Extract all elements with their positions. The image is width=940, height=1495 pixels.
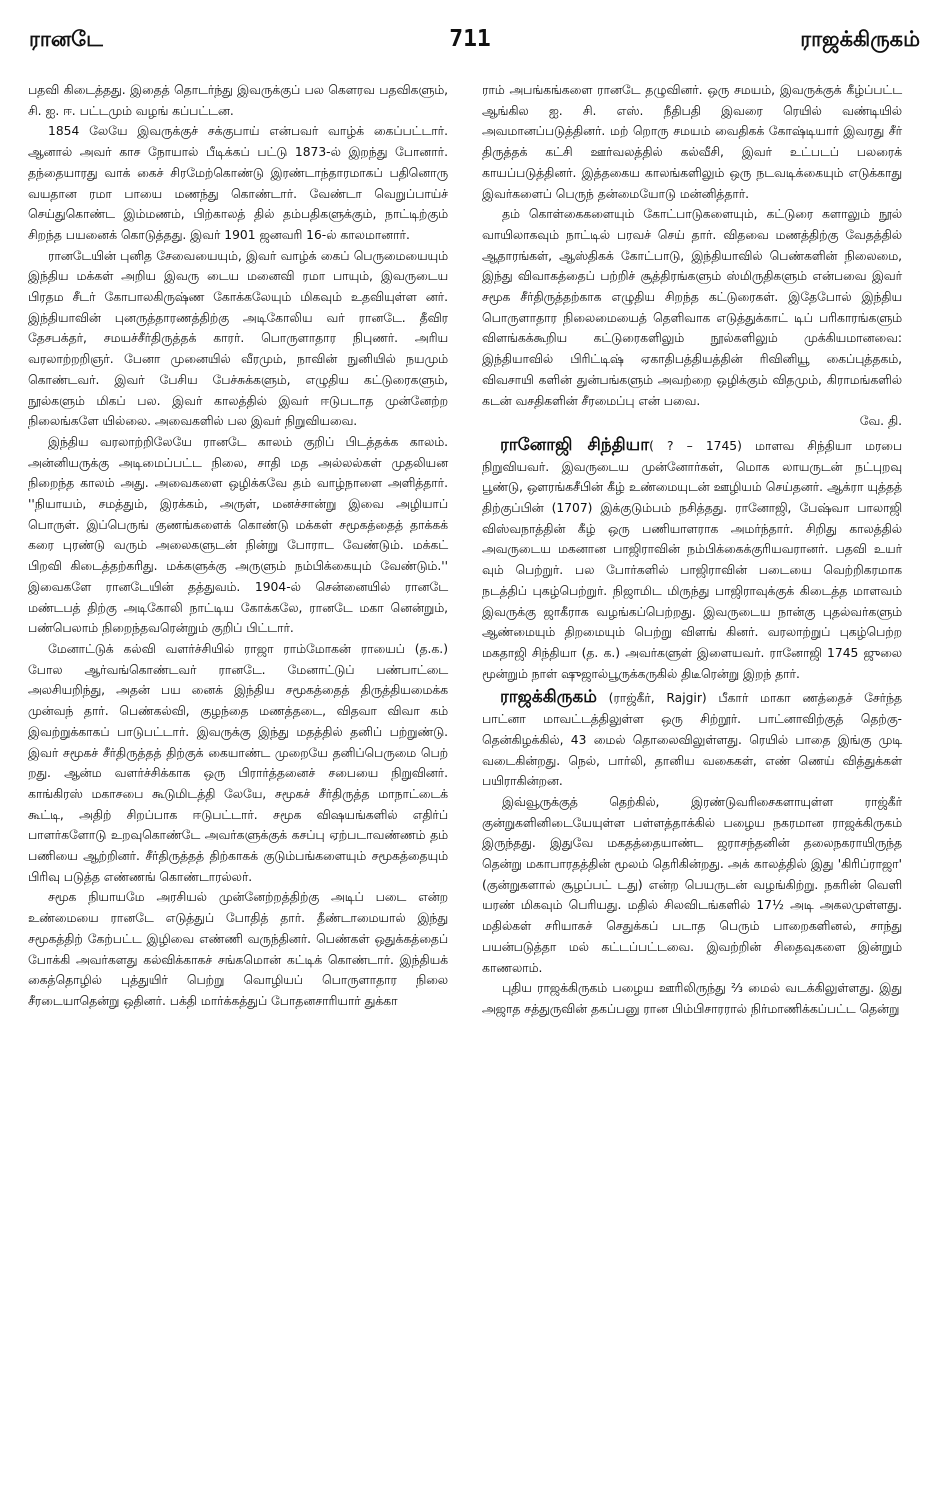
entry-headword: ராஜக்கிருகம் xyxy=(500,687,597,708)
paragraph: தம் கொள்கைகளையும் கோட்பாடுகளையும், கட்டுரை களாலும் நூல் வாயிலாகவும் நாட்டில் பரவச் செய் தார். விதவை மணத்திற்கு வேதத்தில் ஆதாரங்கள், ஆஸ்திகக் கோட்பாடு, இந்தியாவில் பெண்களின் நிலைமை, இந்து விவாகத்தைப் பற்றிச் சூத்திரங்களும் ஸ்மிருதிகளும் என்பவை இவர் சமூக சீர்திருத்தற்காக எழுதிய சிறந்த கட்டுரைகள். இதேபோல் இந்திய பொருளாதார நிலைமையைத் தெளிவாக எடுத்துக்காட் டிப் பரிகாரங்களும் விளங்கக்கூறிய கட்டுரைகளிலும் நூல்களிலும் முக்கியமானவை: இந்தியாவில் பிரிட்டிஷ் ஏகாதிபத்தியத்தின் ரிவினியூ கைப்புத்தகம், விவசாயி களின் துன்பங்களும் அவற்றை ஒழிக்கும் விதமும், கிராமங்களில் கடன் வசதிகளின் சீரமைப்பு என் பவை. xyxy=(482,207,902,408)
entry-headword: ரானோஜி சிந்தியா xyxy=(500,434,650,455)
entry-meta: ( ? – 1745) xyxy=(649,438,742,453)
entry-text: பீகார் மாகா ணத்தைச் சேர்ந்த பாட்னா மாவட்டத்திலுள்ள ஒரு சிற்றூர். பாட்னாவிற்குத் தெற்கு-தென்கிழக்கில், 43 மைல் தொலைவிலுள்ளது. ரெயில் பாதை இங்கு முடி வடைகின்றது. நெல், பார்லி, தானிய வகைகள், எண் ணெய் வித்துக்கள் பயிராகின்றன. xyxy=(482,691,902,789)
running-head-left: ரானடே xyxy=(29,27,103,51)
paragraph: ராம் அபங்கங்களை ரானடே தழுவினர். ஒரு சமயம், இவருக்குக் கீழ்ப்பட்ட ஆங்கில ஐ. சி. எஸ். நீதிபதி இவரை ரெயில் வண்டியில் அவமானப்படுத்தினர். மற் றொரு சமயம் வைதிகக் கோஷ்டியார் இவரது சீர் திருத்தக் கட்சி ஊர்வலத்தில் கல்வீசி, இவர் உட்படப் பலரைக் காயப்படுத்தினர். இத்தகைய காலங்களிலும் ஒரு நடவடிக்கையும் எடுக்காது இவர்களைப் பெருந் தன்மையோடு மன்னித்தார். xyxy=(482,83,902,201)
paragraph: மேனாட்டுக் கல்வி வளர்ச்சியில் ராஜா ராம்மோகன் ராயைப் (த.க.) போல ஆர்வங்கொண்டவர் ரானடே. மேனாட்டுப் பண்பாட்டை அலசியறிந்து, அதன் பய னைக் இந்திய சமூகத்தைத் திருத்தியமைக்க முன்வந் தார். பெண்கல்வி, குழந்தை மணத்தடை, விதவா விவா கம் இவற்றுக்காகப் பாடுபட்டார். இவருக்கு இந்து மதத்தில் தனிப் பற்றுண்டு. இவர் சமூகச் சீர்திருத்தத் திற்குக் கையாண்ட முறையே தனிப்பெருமை பெற் றது. ஆன்ம வளர்ச்சிக்காக ஒரு பிரார்த்தனைச் சபையை நிறுவினர். காங்கிரஸ் மகாசபை கூடுமிடத்தி லேயே, சமூகச் சீர்திருத்த மாநாட்டைக் கூட்டி, அதிற் சிறப்பாக ஈடுபட்டார். சமூக விஷயங்களில் எதிர்ப் பாளர்களோடு உறவுகொண்டே அவர்களுக்குக் கசப்பு ஏற்படாவண்ணம் தம் பணியை ஆற்றினர். சீர்திருத்தத் திற்காகக் குடும்பங்களையும் சமூகத்தையும் பிரிவு படுத்த எண்ணங் கொண்டாரல்லர். xyxy=(28,641,448,884)
right-column xyxy=(482,80,902,1020)
author-signature: வே. தி. xyxy=(859,414,902,429)
entry-rajgir xyxy=(482,687,902,792)
left-column xyxy=(28,80,448,1012)
entry-text: மாளவ சிந்தியா மரபை நிறுவியவர். இவருடைய முன்னோர்கள், மொக லாயருடன் நட்புறவு பூண்டு, ஔரங்கசீபின் கீழ் உண்மையுடன் ஊழியம் செய்தனர். ஆக்ரா யுத்தத் திற்குப்பின் (1707) இக்குடும்பம் நசித்தது. ரானோஜி, பேஷ்வா பாலாஜி விஸ்வநாத்தின் கீழ் ஒரு பணியாளராக அமர்ந்தார். சிறிது காலத்தில் அவருடைய மகனான பாஜிராவின் நம்பிக்கைக்குரியவரானர். பதவி உயர் வும் பெற்றுர். பல போர்களில் பாஜிராவின் படையை வெற்றிகரமாக நடத்திப் புகழ்பெற்றுர். நிஜாமிட மிருந்து பாஜிராவுக்குக் கிடைத்த மாளவம் இவருக்கு ஜாகீராக வழங்கப்பெற்றது. இவருடைய நான்கு புதல்வர்களும் ஆண்மையும் திறமையும் பெற்று விளங் கினர். வரலாற்றுப் புகழ்பெற்ற மகதாஜி சிந்தியா (த. க.) அவர்களுள் இளையவர். ரானோஜி 1745 ஜுலை மூன்றும் நாள் ஷுஜால்பூருக்கருகில் திடீரென்று இறந் தார். xyxy=(482,438,902,681)
paragraph: இந்திய வரலாற்றிலேயே ரானடே காலம் குறிப் பிடத்தக்க காலம். அன்னியருக்கு அடிமைப்பட்ட நிலை, சாதி மத அல்லல்கள் முதலியன நிறைந்த காலம் அது. அவைகளை ஒழிக்கவே தம் வாழ்நாளை அளித்தார். ''நியாயம், சமத்தும், இரக்கம், அருள், மனச்சான்று இவை அழியாப் பொருள். இப்பெருங் குணங்களைக் கொண்டு மக்கள் சமூகத்தைத் தாக்கக் கரை புரண்டு வரும் அலைகளுடன் நின்று போராட வேண்டும். மக்கட் பிறவி கிடைத்தற்கரிது. மக்களுக்கு அருளும் நம்பிக்கையும் வேண்டும்.'' இவைகளே ரானடேயின் தத்துவம். 1904-ல் சென்னையில் ரானடே மண்டபத் திற்கு அடிகோலி நாட்டிய கோக்கலே, ரானடே மகா னென்றும், பண்பெலாம் நிறைந்தவரென்றும் குறிப் பிட்டார். xyxy=(28,434,448,636)
entry-meta: (ராஜ்கீர், Rajgir) xyxy=(608,691,707,706)
paragraph: இவ்வூருக்குத் தெற்கில், இரண்டுவரிசைகளாயுள்ள ராஜ்கீர் குன்றுகளினிடையேயுள்ள பள்ளத்தாக்கில் பழைய நகரமான ராஜக்கிருகம் இருந்தது. இதுவே மகதத்தையாண்ட ஜராசந்தனின் தலைநகராயிருந்த தென்று மகாபாரதத்தின் மூலம் தெரிகின்றது. அக் காலத்தில் இது 'கிரிப்ராஜா' (குன்றுகளால் சூழப்பட் டது) என்ற பெயருடன் வழங்கிற்று. நகரின் வெளி யரண் மிகவும் பெரியது. மதில் சிலவிடங்களில் 17½ அடி அகலமுள்ளது. மதில்கள் சரியாகச் செதுக்கப் படாத பெரும் பாறைகளினல், சாந்து பயன்படுத்தா மல் கட்டப்பட்டவை. இவற்றின் சிதைவுகளை இன்றும் காணலாம். xyxy=(482,794,902,975)
paragraph: 1854 லேயே இவருக்குச் சக்குபாய் என்பவர் வாழ்க் கைப்பட்டார். ஆனால் அவர் காச நோயால் பீடிக்கப் பட்டு 1873-ல் இறந்து போனார். தந்தையாரது வாக் கைச் சிரமேற்கொண்டு இரண்டாந்தாரமாகப் பதினொரு வயதான ரமா பாயை மணந்து கொண்டார். வேண்டா வெறுப்பாய்ச் செய்துகொண்ட இம்மணம், பிற்காலத் தில் தம்பதிகளுக்கும், நாட்டிற்கும் சிறந்த பயனைக் கொடுத்தது. இவர் 1901 ஜனவரி 16-ல் காலமானார். xyxy=(28,124,448,242)
paragraph: பதவி கிடைத்தது. இதைத் தொடர்ந்து இவருக்குப் பல கௌரவ பதவிகளும், சி. ஐ. ஈ. பட்டமும் வழங் கப்பட்டன. xyxy=(28,83,448,118)
paragraph: சமூக நியாயமே அரசியல் முன்னேற்றத்திற்கு அடிப் படை என்ற உண்மையை ரானடே எடுத்துப் போதித் தார். தீண்டாமையால் இந்து சமூகத்திற் கேற்பட்ட இழிவை எண்ணி வருந்தினர். பெண்கள் ஒதுக்கத்தைப் போக்கி அவர்களது கல்விக்காகச் சங்கமொன் கட்டிக் கொண்டார். இந்தியக் கைத்தொழில் புத்துயிர் பெற்று வொழியப் பொருளாதார நிலை சீரடையாதென்று ஒதினர். பக்தி மார்க்கத்துப் போதனசாரியார் துக்கா xyxy=(28,890,448,1008)
running-head-right: ராஜக்கிருகம் xyxy=(800,27,920,51)
entry-ranoji-scindia xyxy=(482,435,902,684)
paragraph: புதிய ராஜக்கிருகம் பழைய ஊரிலிருந்து ⅔ மைல் வடக்கிலுள்ளது. இது அஜாத சத்துருவின் தகப்பனு ரான பிம்பிசாரரால் நிர்மாணிக்கப்பட்ட தென்று xyxy=(482,981,902,1016)
page-number: 711 xyxy=(449,26,491,52)
paragraph: ரானடேயின் புனித சேவையையும், இவர் வாழ்க் கைப் பெருமையையும் இந்திய மக்கள் அறிய இவரு டைய மனைவி ரமா பாயும், இவருடைய பிரதம சீடர் கோபாலகிருஷ்ண கோக்கலேயும் மிகவும் உதவியுள்ள னர். இந்தியாவின் புனருத்தாரணத்திற்கு அடிகோலிய வர் ரானடே. தீவிர தேசபக்தர், சமயச்சீர்திருத்தக் காரர். பொருளாதார நிபுணர். அரிய வரலாற்றறிஞர். பேனா முனையில் வீரமும், நாவின் நுனியில் நயமும் கொண்டவர். இவர் பேசிய பேச்சுக்களும், எழுதிய கட்டுரைகளும், நூல்களும் மிகப் பல. இவர் காலத்தில் இவர் ஈடுபடாத முன்னேற்ற நிலைங்களே யில்லை. அவைகளில் பல இவர் நிறுவியவை. xyxy=(28,248,448,429)
